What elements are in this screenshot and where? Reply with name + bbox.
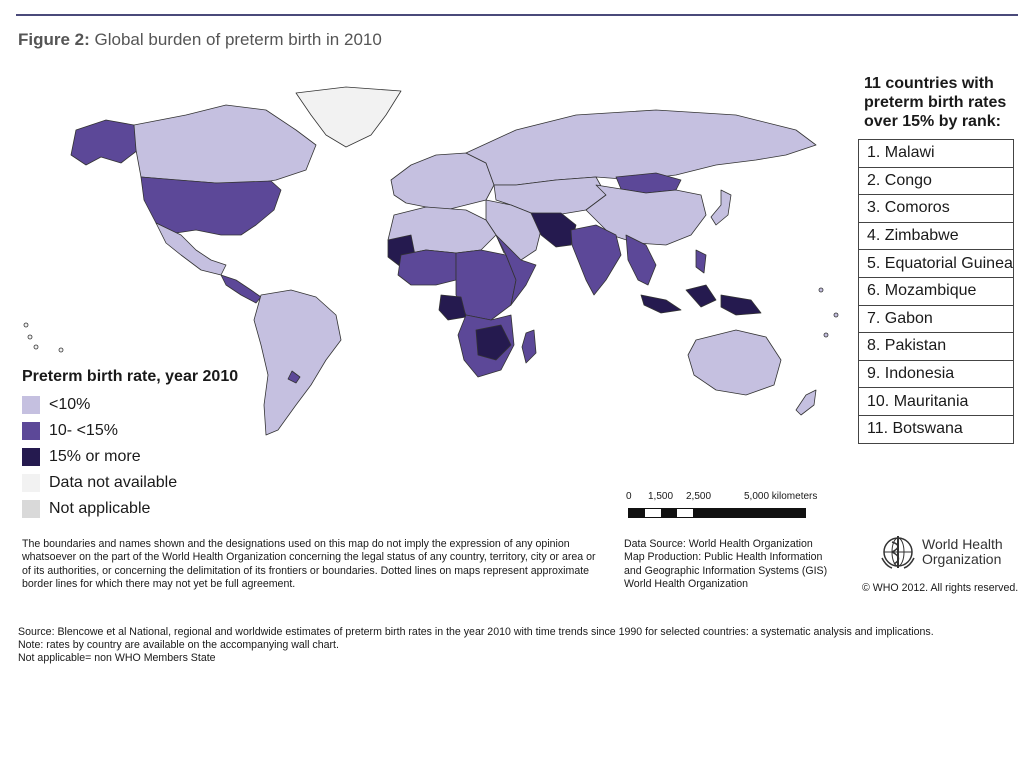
- legend-label: 10- <15%: [49, 422, 118, 439]
- island: [28, 335, 32, 339]
- ranking-table: [858, 139, 1014, 444]
- table-row: [859, 222, 1014, 250]
- table-row: [859, 167, 1014, 195]
- source-notes: [18, 626, 934, 664]
- legend-title: Preterm birth rate, year 2010: [22, 368, 239, 385]
- who-emblem-icon: [878, 532, 918, 572]
- source-line: Source: Blencowe et al National, regional and worldwide estimates of preterm birth rates in the year 2010 with time trends since 1990 for selected countries: a systematic analysis and implications.: [18, 626, 934, 638]
- who-name-line: World Health: [922, 536, 1003, 552]
- new-zealand: [796, 390, 816, 415]
- india: [571, 225, 621, 295]
- legend-swatch: [22, 422, 40, 440]
- legend-label: Data not available: [49, 474, 178, 491]
- note-line: Not applicable= non WHO Members State: [18, 651, 216, 664]
- alaska: [71, 120, 138, 165]
- note-line: Note: rates by country are available on the accompanying wall chart.: [18, 638, 339, 651]
- scale-label: 2,500: [686, 491, 712, 502]
- table-row: [859, 333, 1014, 361]
- figure-label: Figure 2:: [18, 30, 90, 49]
- legend-swatch: [22, 448, 40, 466]
- rank-cell: 11. Botswana: [859, 415, 1014, 443]
- scale-segment: [677, 509, 693, 517]
- legend-label: 15% or more: [49, 448, 141, 465]
- island: [824, 333, 828, 337]
- data-source: [624, 538, 844, 592]
- greenland: [296, 87, 401, 147]
- scale-label: 5,000 kilometers: [744, 491, 818, 502]
- table-row: [859, 277, 1014, 305]
- figure-title-text: Global burden of preterm birth in 2010: [89, 30, 382, 49]
- who-name-line: Organization: [922, 551, 1002, 567]
- table-row: [859, 140, 1014, 168]
- rank-cell: 6. Mozambique: [859, 277, 1014, 305]
- rank-cell: 8. Pakistan: [859, 333, 1014, 361]
- rank-cell: 7. Gabon: [859, 305, 1014, 333]
- rank-cell: 3. Comoros: [859, 195, 1014, 223]
- island: [59, 348, 63, 352]
- scale-segment: [645, 509, 661, 517]
- ranking-heading-line: preterm birth rates: [864, 94, 1007, 111]
- australia: [688, 330, 781, 395]
- who-name: [922, 537, 1008, 567]
- rank-cell: 9. Indonesia: [859, 360, 1014, 388]
- legend-item: [22, 392, 238, 418]
- ranking-heading: [864, 74, 1014, 131]
- indonesia-2: [686, 285, 716, 307]
- table-row: [859, 305, 1014, 333]
- scale-segment: [629, 509, 645, 517]
- scale-bar-graphic: [628, 508, 806, 518]
- legend-swatch: [22, 474, 40, 492]
- table-row: [859, 360, 1014, 388]
- indonesia-3: [721, 295, 761, 315]
- legend-swatch: [22, 500, 40, 518]
- philippines: [696, 250, 706, 273]
- legend-label: Not applicable: [49, 500, 151, 517]
- japan: [711, 190, 731, 225]
- madagascar: [522, 330, 536, 363]
- scale-segment: [693, 509, 805, 517]
- island: [819, 288, 823, 292]
- rank-cell: 1. Malawi: [859, 140, 1014, 168]
- legend-label: <10%: [49, 396, 91, 413]
- russia: [466, 110, 816, 185]
- map-disclaimer: The boundaries and names shown and the designations used on this map do not imply the expression of any opinion whatsoever on the part of the World Health Organization concerning the legal status of any country, territory, city or area or of its authorities, or concerning the delimitation of its frontiers or boundaries. Dotted lines on maps represent approximate border lines for which there may not yet be full agreement.: [22, 538, 596, 591]
- legend-item: [22, 444, 238, 470]
- rank-cell: 4. Zimbabwe: [859, 222, 1014, 250]
- data-source-line: and Geographic Information Systems (GIS): [624, 564, 828, 577]
- scale-label: 0: [626, 491, 632, 502]
- island: [24, 323, 28, 327]
- legend-swatch: [22, 396, 40, 414]
- table-row: [859, 388, 1014, 416]
- west-africa: [398, 250, 456, 285]
- rank-cell: 5. Equatorial Guinea: [859, 250, 1014, 278]
- europe: [391, 153, 494, 210]
- south-america: [254, 290, 341, 435]
- map-legend: [22, 368, 238, 522]
- indonesia-1: [641, 295, 681, 313]
- central-america: [221, 275, 261, 303]
- ranking-heading-line: 11 countries with: [864, 75, 994, 92]
- scale-bar: [626, 491, 836, 521]
- scale-label: 1,500: [648, 491, 674, 502]
- island: [34, 345, 38, 349]
- canada: [134, 105, 316, 185]
- data-source-line: World Health Organization: [624, 578, 749, 591]
- copyright: © WHO 2012. All rights reserved.: [862, 582, 1019, 594]
- legend-item: [22, 496, 238, 522]
- legend-item: [22, 418, 238, 444]
- island: [834, 313, 838, 317]
- ranking-heading-line: over 15% by rank:: [864, 113, 1001, 130]
- scale-segment: [661, 509, 677, 517]
- figure-title: [18, 30, 382, 50]
- table-row: [859, 250, 1014, 278]
- top-rule: [16, 14, 1018, 16]
- table-row: [859, 415, 1014, 443]
- rank-cell: 2. Congo: [859, 167, 1014, 195]
- who-logo: [878, 532, 1008, 572]
- central-africa: [456, 250, 516, 320]
- data-source-line: Data Source: World Health Organization: [624, 538, 813, 550]
- data-source-line: Map Production: Public Health Information: [624, 551, 823, 564]
- legend-item: [22, 470, 238, 496]
- rank-cell: 10. Mauritania: [859, 388, 1014, 416]
- table-row: [859, 195, 1014, 223]
